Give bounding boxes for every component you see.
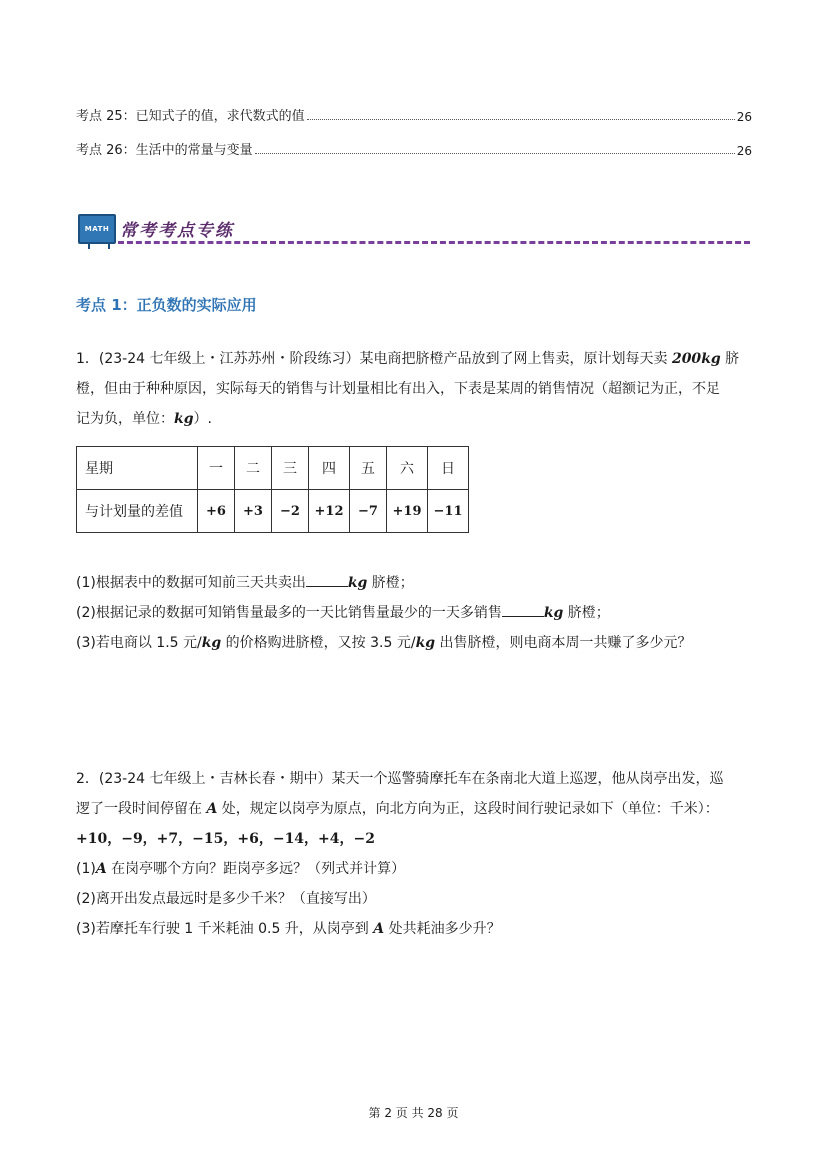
question-1-line-1 <box>76 344 752 374</box>
text-span: 的价格购进脐橙，又按 3.5 元/ <box>221 635 416 651</box>
unit-kg: kg <box>201 635 222 651</box>
travel-records <box>76 824 752 854</box>
text-span: (2)根据记录的数据可知销售量最多的一天比销售量最少的一天多销售 <box>76 605 502 621</box>
unit-kg: kg <box>701 351 721 367</box>
subquestion-1 <box>76 568 752 598</box>
text-span: (1) <box>76 861 96 877</box>
question-1-stem <box>76 344 752 434</box>
text-span: (3)若摩托车行驶 1 千米耗油 0.5 升，从岗亭到 <box>76 921 374 937</box>
point-a: A <box>95 861 107 877</box>
point-a: A <box>206 801 218 817</box>
question-1-line-2: 橙，但由于种种原因，实际每天的销售与计划量相比有出入，下表是某周的销售情况（超额记为正，不足 <box>76 381 720 397</box>
toc-entry-26[interactable] <box>76 138 752 158</box>
text-span: 1．(23-24 七年级上・江苏苏州・阶段练习）某电商把脐橙产品放到了网上售卖，原计划每天卖 <box>76 351 672 367</box>
answer-blank[interactable] <box>502 602 544 617</box>
text-span: 脐 <box>720 351 740 367</box>
section-banner <box>78 212 750 252</box>
toc-leader-dots <box>307 119 735 120</box>
toc-page-number: 26 <box>736 144 752 158</box>
toc-page-number: 26 <box>736 110 752 124</box>
table-cell-value: +6 <box>198 490 235 533</box>
subquestion-3 <box>76 628 752 658</box>
text-span: 处，规定以岗亭为原点，向北方向为正，这段时间行驶记录如下（单位：千米）： <box>217 801 719 817</box>
subquestion-2 <box>76 598 752 628</box>
section-title: 考点 1：正负数的实际应用 <box>76 296 257 314</box>
sales-table <box>76 446 469 533</box>
text-span: 出售脐橙，则电商本周一共赚了多少元？ <box>435 635 692 651</box>
table-cell-day: 二 <box>235 447 272 490</box>
page-footer: 第 2 页 共 28 页 <box>368 1106 459 1120</box>
unit-kg: kg <box>543 605 564 621</box>
banner-divider <box>118 241 750 244</box>
text-span: 在岗亭哪个方向？距岗亭多远？（列式并计算） <box>106 861 406 877</box>
toc-leader-dots <box>255 153 735 154</box>
table-cell-day: 日 <box>428 447 469 490</box>
table-cell-value: −11 <box>428 490 469 533</box>
subquestion-1 <box>76 854 752 884</box>
math-board-icon: MATH <box>78 214 116 244</box>
table-header-cell: 星期 <box>77 447 198 490</box>
text-span: ）. <box>193 411 212 427</box>
table-cell-day: 三 <box>272 447 309 490</box>
text-span: 处共耗油多少升？ <box>384 921 501 937</box>
table-cell-value: +3 <box>235 490 272 533</box>
subquestion-3 <box>76 914 752 944</box>
table-header-cell: 与计划量的差值 <box>77 490 198 533</box>
question-2-line-1: 2．(23-24 七年级上・吉林长春・期中）某天一个巡警骑摩托车在条南北大道上巡逻，他从岗亭出发，巡 <box>76 771 724 787</box>
subquestion-2: (2)离开出发点最远时是多少千米？（直接写出） <box>76 891 376 907</box>
question-2-line-2 <box>76 794 752 824</box>
table-row <box>77 447 469 490</box>
question-1-subquestions <box>76 568 752 658</box>
question-2 <box>76 764 752 944</box>
table-cell-value: +12 <box>309 490 350 533</box>
table-cell-value: +19 <box>387 490 428 533</box>
text-span: 脐橙； <box>367 575 414 591</box>
toc-entry-label: 考点 25：已知式子的值，求代数式的值 <box>76 109 305 124</box>
table-row <box>77 490 469 533</box>
point-a: A <box>373 921 385 937</box>
table-cell-day: 六 <box>387 447 428 490</box>
text-span: 脐橙； <box>563 605 610 621</box>
text-span: 逻了一段时间停留在 <box>76 801 207 817</box>
question-1-line-3 <box>76 404 752 434</box>
quantity-value: 200 <box>671 351 702 367</box>
answer-blank[interactable] <box>306 572 348 587</box>
text-span: (1)根据表中的数据可知前三天共卖出 <box>76 575 306 591</box>
unit-kg: kg <box>174 411 194 427</box>
unit-kg: kg <box>415 635 436 651</box>
table-cell-day: 四 <box>309 447 350 490</box>
table-cell-value: −7 <box>350 490 387 533</box>
text-span: 记为负，单位： <box>76 411 174 427</box>
records-values: +10，−9，+7，−15，+6，−14，+4，−2 <box>76 831 375 847</box>
toc-entry-label: 考点 26：生活中的常量与变量 <box>76 143 253 158</box>
table-cell-value: −2 <box>272 490 309 533</box>
text-span: (3)若电商以 1.5 元/ <box>76 635 202 651</box>
table-cell-day: 一 <box>198 447 235 490</box>
unit-kg: kg <box>347 575 368 591</box>
banner-title: 常考考点专练 <box>120 221 234 241</box>
toc-entry-25[interactable] <box>76 104 752 124</box>
table-cell-day: 五 <box>350 447 387 490</box>
